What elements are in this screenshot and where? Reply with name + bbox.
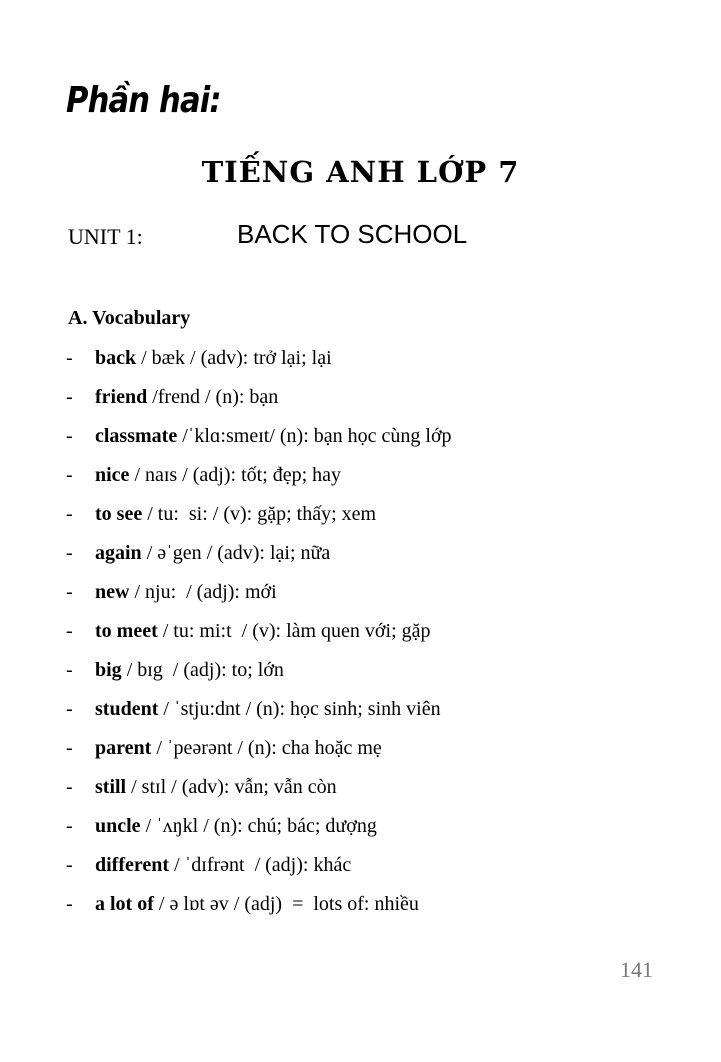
vocab-term: nice	[95, 464, 130, 486]
vocab-definition: / bɪg / (adj): to; lớn	[121, 659, 284, 681]
vocab-term: back	[95, 347, 137, 369]
bullet-dash: -	[66, 737, 73, 759]
bullet-dash: -	[66, 347, 73, 369]
bullet-dash: -	[66, 386, 73, 408]
vocab-term: again	[95, 542, 142, 564]
page-number: 141	[620, 957, 653, 982]
unit-label: UNIT 1:	[68, 224, 143, 249]
vocabulary-item	[66, 696, 452, 735]
vocabulary-item	[66, 462, 452, 501]
bullet-dash: -	[66, 776, 73, 798]
vocabulary-item	[66, 579, 452, 618]
bullet-dash: -	[66, 425, 73, 447]
vocabulary-item	[66, 540, 452, 579]
grade-title-text: TIẾNG ANH LỚP 7	[201, 155, 520, 189]
vocab-term: a lot of	[95, 893, 154, 915]
vocabulary-item	[66, 813, 452, 852]
vocabulary-item	[66, 501, 452, 540]
vocab-term: big	[95, 659, 122, 681]
vocab-definition: / naɪs / (adj): tốt; đẹp; hay	[129, 464, 342, 486]
vocab-definition: / tu: mi:t / (v): làm quen với; gặp	[157, 620, 431, 642]
vocab-definition: / ˈʌŋkl / (n): chú; bác; dượng	[140, 815, 377, 837]
vocab-term: classmate	[95, 425, 178, 447]
vocabulary-item	[66, 423, 452, 462]
bullet-dash: -	[66, 464, 73, 486]
vocabulary-item	[66, 618, 452, 657]
vocab-definition: / ˈstju:dnt / (n): học sinh; sinh viên	[158, 698, 441, 720]
vocab-term: to meet	[95, 620, 158, 642]
vocab-definition: / tu: si: / (v): gặp; thấy; xem	[142, 503, 377, 525]
vocab-term: still	[95, 776, 127, 798]
vocab-definition: /frend / (n): bạn	[147, 386, 279, 408]
vocabulary-item	[66, 657, 452, 696]
vocabulary-item	[66, 735, 452, 774]
grade-title	[0, 155, 721, 189]
vocab-definition: / nju: / (adj): mới	[129, 581, 277, 603]
vocab-term: different	[95, 854, 170, 876]
unit-title: BACK TO SCHOOL	[237, 219, 468, 249]
bullet-dash: -	[66, 581, 73, 603]
vocab-term: new	[95, 581, 130, 603]
vocab-definition: / əˈgen / (adv): lại; nữa	[141, 542, 331, 564]
part-title: Phần hai:	[66, 80, 221, 121]
bullet-dash: -	[66, 620, 73, 642]
vocab-definition: / stɪl / (adv): vẫn; vẫn còn	[126, 776, 337, 798]
bullet-dash: -	[66, 542, 73, 564]
bullet-dash: -	[66, 659, 73, 681]
vocabulary-item	[66, 852, 452, 891]
vocabulary-item	[66, 384, 452, 423]
bullet-dash: -	[66, 854, 73, 876]
vocabulary-item	[66, 774, 452, 813]
vocabulary-list	[66, 345, 452, 930]
vocab-definition: / bæk / (adv): trở lại; lại	[136, 347, 332, 369]
vocab-term: friend	[95, 386, 148, 408]
vocab-term: uncle	[95, 815, 141, 837]
vocabulary-item	[66, 891, 452, 930]
vocab-definition: / ˈpeərənt / (n): cha hoặc mẹ	[151, 737, 382, 759]
vocabulary-item	[66, 345, 452, 384]
bullet-dash: -	[66, 893, 73, 915]
vocab-term: to see	[95, 503, 143, 525]
bullet-dash: -	[66, 503, 73, 525]
vocab-term: parent	[95, 737, 152, 759]
vocab-definition: / ˈdɪfrənt / (adj): khác	[169, 854, 352, 876]
vocab-definition: / ə lɒt əv / (adj) = lots of: nhiều	[153, 893, 419, 915]
bullet-dash: -	[66, 698, 73, 720]
section-heading: A. Vocabulary	[68, 307, 191, 329]
vocab-definition: /ˈklɑ:smeɪt/ (n): bạn học cùng lớp	[177, 425, 452, 447]
vocab-term: student	[95, 698, 159, 720]
bullet-dash: -	[66, 815, 73, 837]
